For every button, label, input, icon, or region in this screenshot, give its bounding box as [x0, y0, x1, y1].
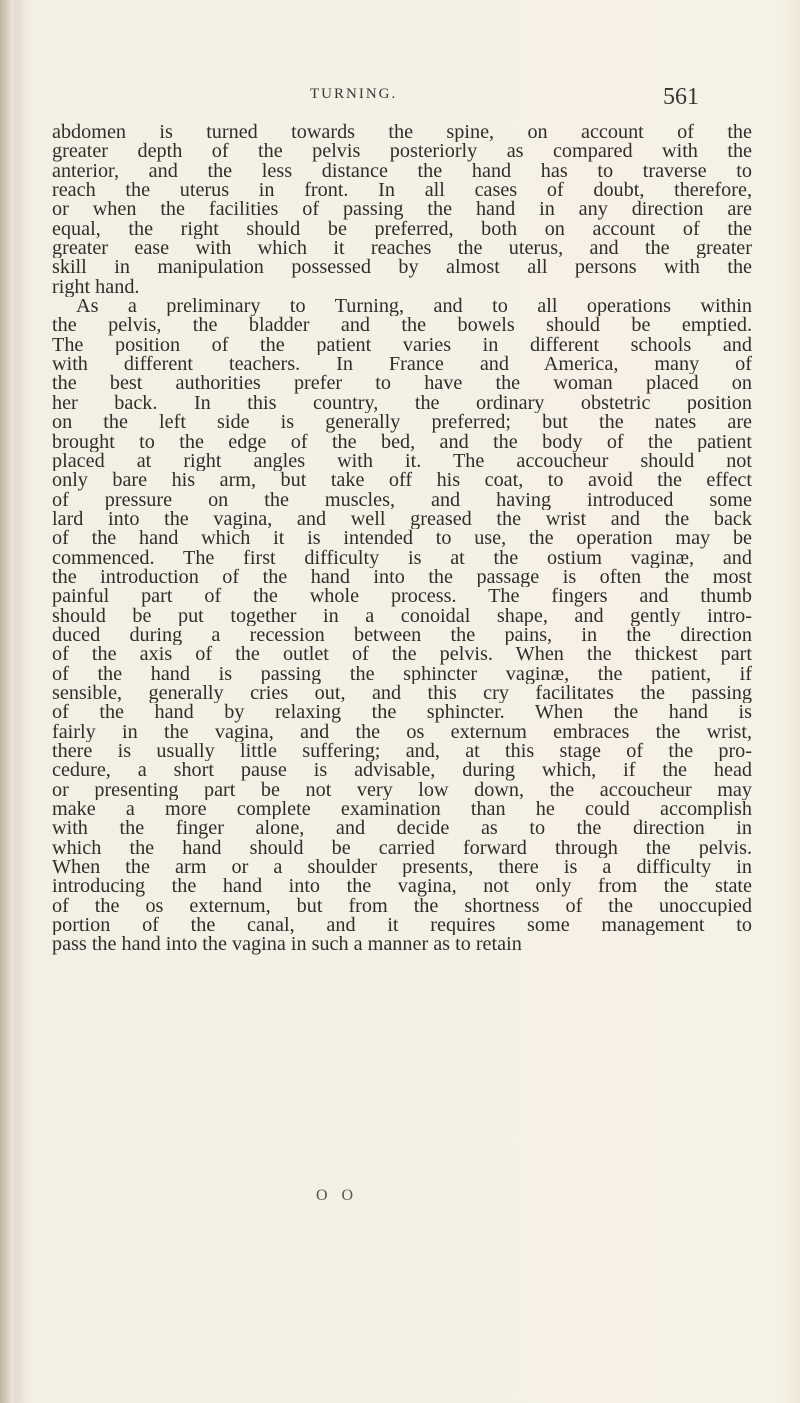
text-line: of the hand which it is intended to use, the operation may be — [52, 529, 752, 549]
text-line: The position of the patient varies in different schools and — [52, 335, 752, 356]
signature-mark: O O — [316, 1187, 359, 1204]
text-line: cedure, a short pause is advisable, during which, if the head — [52, 761, 752, 781]
binding-shadow — [0, 0, 14, 1403]
text-line: of the os externum, but from the shortness of the unoccupied — [52, 896, 752, 917]
text-line: When the arm or a shoulder presents, there is a difficulty in — [52, 858, 752, 878]
text-line: abdomen is turned towards the spine, on account of the — [52, 123, 752, 143]
text-line: of the axis of the outlet of the pelvis. When the thickest part — [52, 645, 752, 665]
running-head: TURNING. — [310, 86, 398, 102]
text-line: her back. In this country, the ordinary obstetric position — [52, 393, 752, 414]
body-text — [52, 123, 752, 955]
text-line: make a more complete examination than he could accomplish — [52, 800, 752, 820]
text-line: sensible, generally cries out, and this cry facilitates the passing — [52, 683, 752, 704]
text-line: brought to the edge of the bed, and the body of the patient — [52, 432, 752, 452]
text-line: of the hand by relaxing the sphincter. When the hand is — [52, 703, 752, 723]
text-line: which the hand should be carried forward through the pelvis. — [52, 838, 752, 859]
text-line: should be put together in a conoidal shape, and gently intro- — [52, 606, 752, 626]
text-line: lard into the vagina, and well greased the wrist and the back — [52, 509, 752, 530]
page-number: 561 — [663, 84, 699, 110]
text-line: skill in manipulation possessed by almost all persons with the — [52, 258, 752, 278]
text-line: introducing the hand into the vagina, not only from the state — [52, 877, 752, 897]
text-line: placed at right angles with it. The accoucheur should not — [52, 451, 752, 472]
text-line: the pelvis, the bladder and the bowels should be emptied. — [52, 316, 752, 336]
text-line: of the hand is passing the sphincter vaginæ, the patient, if — [52, 664, 752, 684]
text-line: anterior, and the less distance the hand has to traverse to — [52, 161, 752, 182]
text-line: greater depth of the pelvis posteriorly as compared with the — [52, 142, 752, 162]
text-line: equal, the right should be preferred, both on account of the — [52, 219, 752, 240]
text-line: pass the hand into the vagina in such a manner as to retain — [52, 935, 522, 955]
text-line: painful part of the whole process. The fingers and thumb — [52, 587, 752, 607]
text-line: with different teachers. In France and America, many of — [52, 355, 752, 375]
text-line: the introduction of the hand into the passage is often the most — [52, 567, 752, 588]
page-edge-fade — [14, 0, 32, 1403]
text-line: of pressure on the muscles, and having introduced some — [52, 490, 752, 510]
text-line: duced during a recession between the pains, in the direction — [52, 625, 752, 646]
text-line: commenced. The first difficulty is at the ostium vaginæ, and — [52, 548, 752, 568]
text-line: As a preliminary to Turning, and to all operations within — [76, 297, 752, 317]
text-line: with the finger alone, and decide as to the direction in — [52, 819, 752, 839]
text-line: greater ease with which it reaches the uterus, and the greater — [52, 239, 752, 259]
text-line: only bare his arm, but take off his coat, to avoid the effect — [52, 471, 752, 491]
text-line: on the left side is generally preferred; but the nates are — [52, 413, 752, 433]
page-header — [0, 86, 800, 120]
text-line: fairly in the vagina, and the os externum embraces the wrist, — [52, 722, 752, 742]
text-line: or presenting part be not very low down, the accoucheur may — [52, 780, 752, 801]
text-line: reach the uterus in front. In all cases of doubt, therefore, — [52, 181, 752, 201]
text-line: or when the facilities of passing the hand in any direction are — [52, 200, 752, 220]
text-line: the best authorities prefer to have the woman placed on — [52, 374, 752, 394]
text-line: right hand. — [52, 277, 140, 298]
text-line: there is usually little suffering; and, at this stage of the pro- — [52, 742, 752, 762]
text-line: portion of the canal, and it requires some management to — [52, 916, 752, 936]
